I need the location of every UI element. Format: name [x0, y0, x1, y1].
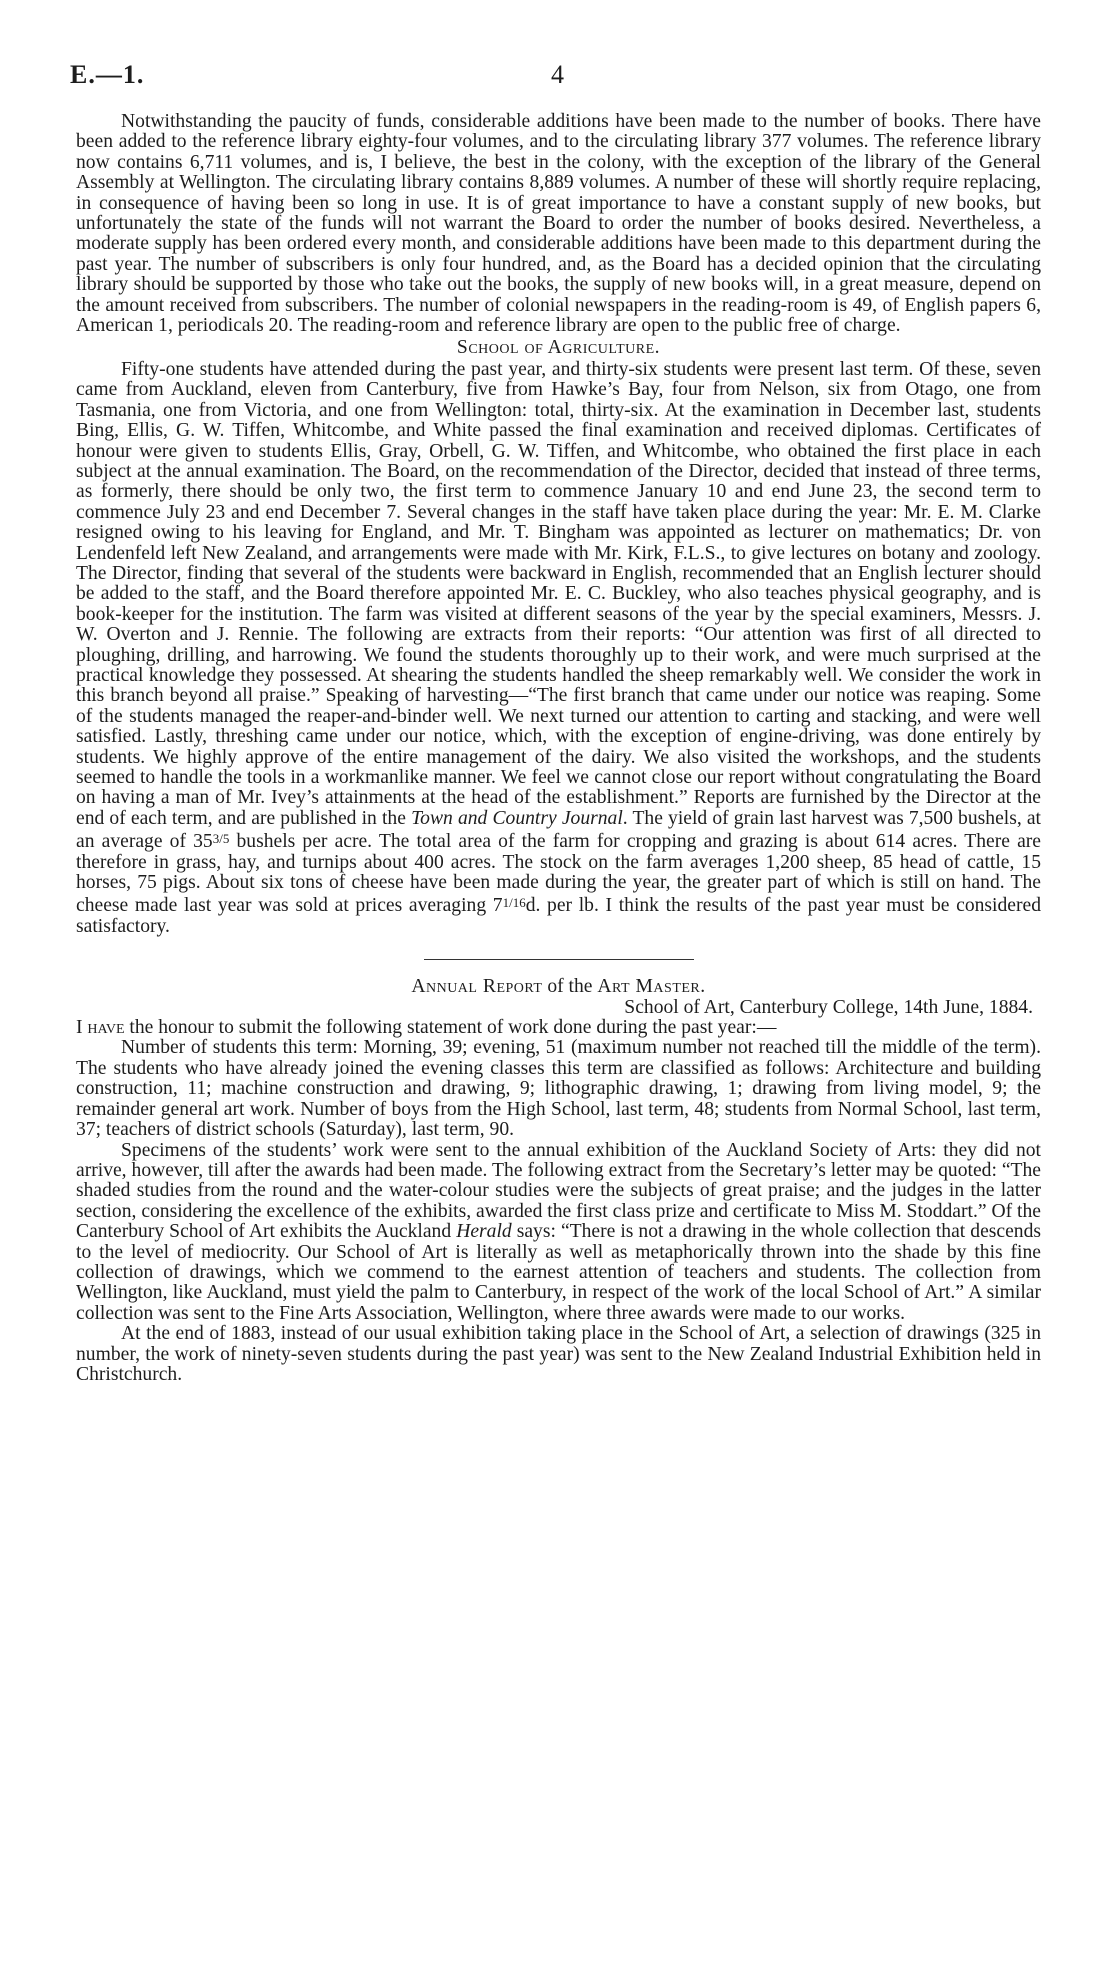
price-fraction: 1/16: [502, 895, 526, 911]
agriculture-paragraph: [76, 360, 1041, 937]
page-body: [76, 112, 1041, 1385]
art-students-paragraph: Number of students this term: Morning, 39; evening, 51 (maximum number not reached till the middle of the term). The students who have already joined the evening classes this term are classified as follows: Architecture and building construction, 11; machine construction and drawing, 9; lithographic drawing, 1; drawing from living model, 9; the remainder general art work. Number of boys from the High School, last term, 48; students from Normal School, last term, 37; teachers of district schools (Saturday), last term, 90.: [76, 1037, 1041, 1141]
art-intro-rest: the honour to submit the following statement of work done during the past year:—: [124, 1017, 777, 1039]
agriculture-text-4: d. per lb. I think the results of the past year must be considered satisfactory.: [76, 895, 1041, 937]
agriculture-text-3: bushels per acre. The total area of the farm for cropping and grazing is about 614 acres. There are therefore in grass, hay, and turnips about 400 acres. The stock on the farm averages 1,200 sheep, 85 head of cattle, 15 horses, 75 pigs. About six tons of cheese have been made during the year, the greater part of which is still on hand. The cheese made last year was sold at prices averaging 7: [76, 831, 1041, 917]
art-exhibition-text-a: Specimens of the students’ work were sent to the annual exhibition of the Auckland Society of Arts: they did not arrive, however, till after the awards had been made. The following extract from the Secretary’s letter may be quoted: “The shaded studies from the round and the water-colour studies were the subjects of great praise; and the judges in the latter section, considering the excellence of the exhibits, awarded the first class prize and certificate to Miss M. Stoddart.” Of the Canterbury School of Art exhibits the Auckland: [76, 1139, 1041, 1243]
art-intro-lead: I have: [76, 1017, 125, 1039]
art-heading-prefix: Annual Report: [411, 976, 543, 998]
agriculture-text-1: Fifty-one students have attended during the past year, and thirty-six students were present last term. Of these, seven came from Auckland, eleven from Canterbury, five from Hawke’s Bay, four from Nelson, six from Otago, one from Tasmania, one from Victoria, and one from Wellington: total, thirty-six. At the examination in December last, students Bing, Ellis, G. W. Tiffen, Whitcombe, and White passed the final examination and received diplomas. Certificates of honour were given to students Ellis, Gray, Orbell, G. W. Tiffen, and Whitcombe, who obtained the first place in each subject at the annual examination. The Board, on the recommendation of the Director, decided that instead of three terms, as formerly, there should be only two, the first term to commence January 10 and end June 23, the second term to commence July 23 and end December 7. Several changes in the staff have taken place during the year: Mr. E. M. Clarke resigned owing to his leaving for England, and Mr. T. Bingham was appointed as lecturer on mathematics; Dr. von Lendenfeld left New Zealand, and arrangements were made with Mr. Kirk, F.L.S., to give lectures on botany and zoology. The Director, finding that several of the students were backward in English, recommended that an English lecturer should be added to the staff, and the Board therefore appointed Mr. E. C. Buckley, who also teaches physical geography, and is book-keeper for the institution. The farm was visited at different seasons of the year by the special examiners, Messrs. J. W. Overton and J. Rennie. The following are extracts from their reports: “Our attention was first of all directed to ploughing, drilling, and harrowing. We found the students thoroughly up to their work, and were much surprised at the practical knowledge they possessed. At shearing the students handled the sheep remarkably well. We consider the work in this branch beyond all praise.” Speaking of harvesting—“The first branch that came under our notice was reaping. Some of the students managed the reaper-and-binder well. We next turned our attention to carting and stacking, and were well satisfied. Lastly, threshing came under our notice, which, with the exception of engine-driving, was done entirely by students. We highly approve of the entire management of the dairy. We also visited the workshops, and the students seemed to handle the tools in a workmanlike manner. We feel we cannot close our report without congratulating the Board on having a man of Mr. Ivey’s attainments at the head of the establishment.” Reports are furnished by the Director at the end of each term, and are published in the: [76, 358, 1041, 829]
section-divider: [424, 959, 694, 960]
art-exhibition-paragraph: [76, 1141, 1041, 1325]
art-master-heading: [76, 977, 1041, 997]
herald-title: Herald: [456, 1221, 512, 1243]
page-header: [70, 60, 1045, 100]
page-number: 4: [551, 60, 564, 89]
agriculture-heading: School of Agriculture.: [456, 337, 661, 359]
art-heading-suffix: Art Master.: [597, 976, 706, 998]
art-heading-of: of the: [542, 976, 598, 998]
art-exhibition-text-b: says: “There is not a drawing in the whole collection that descends to the level of mediocrity. Our School of Art is literally as well as metaphorically thrown into the shade by this fine collection of drawings, which we commend to the earnest attention of teachers and students. The collection from Wellington, like Auckland, must yield the palm to Canterbury, in respect of the work of the local School of Art.” A similar collection was sent to the Fine Arts Association, Wellington, where three awards were made to our works.: [76, 1221, 1042, 1324]
library-paragraph: Notwithstanding the paucity of funds, considerable additions have been made to the number of books. There have been added to the reference library eighty-four volumes, and to the circulating library 377 volumes. The reference library now contains 6,711 volumes, and is, I believe, the best in the colony, with the exception of the library of the General Assembly at Wellington. The circulating library contains 8,889 volumes. A number of these will shortly require replacing, in consequence of having been so long in use. It is of great importance to have a constant supply of new books, but unfortunately the state of the funds will not warrant the Board to order the number of books desired. Nevertheless, a moderate supply has been ordered every month, and considerable additions have been made to this department during the past year. The number of subscribers is only four hundred, and, as the Board has a decided opinion that the circulating library should be supported by those who take out the books, the supply of new books will, in a great measure, depend on the amount received from subscribers. The number of colonial newspapers in the reading-room is 49, of English papers 6, American 1, periodicals 20. The reading-room and reference library are open to the public free of charge.: [76, 111, 1041, 337]
agriculture-text-2: . The yield of grain last harvest was 7,500 bushels, at an average of 35: [76, 807, 1041, 853]
art-intro: [76, 1018, 1041, 1038]
art-industrial-paragraph: At the end of 1883, instead of our usual exhibition taking place in the School of Art, a selection of drawings (325 in number, the work of ninety-seven students during the past year) was sent to the New Zealand Industrial Exhibition held in Christchurch.: [76, 1323, 1041, 1385]
journal-title: Town and Country Journal: [411, 807, 623, 829]
art-dateline: School of Art, Canterbury College, 14th June, 1884.: [624, 996, 1033, 1018]
report-reference: E.—1.: [70, 60, 145, 89]
bushels-fraction: 3/5: [212, 831, 230, 847]
